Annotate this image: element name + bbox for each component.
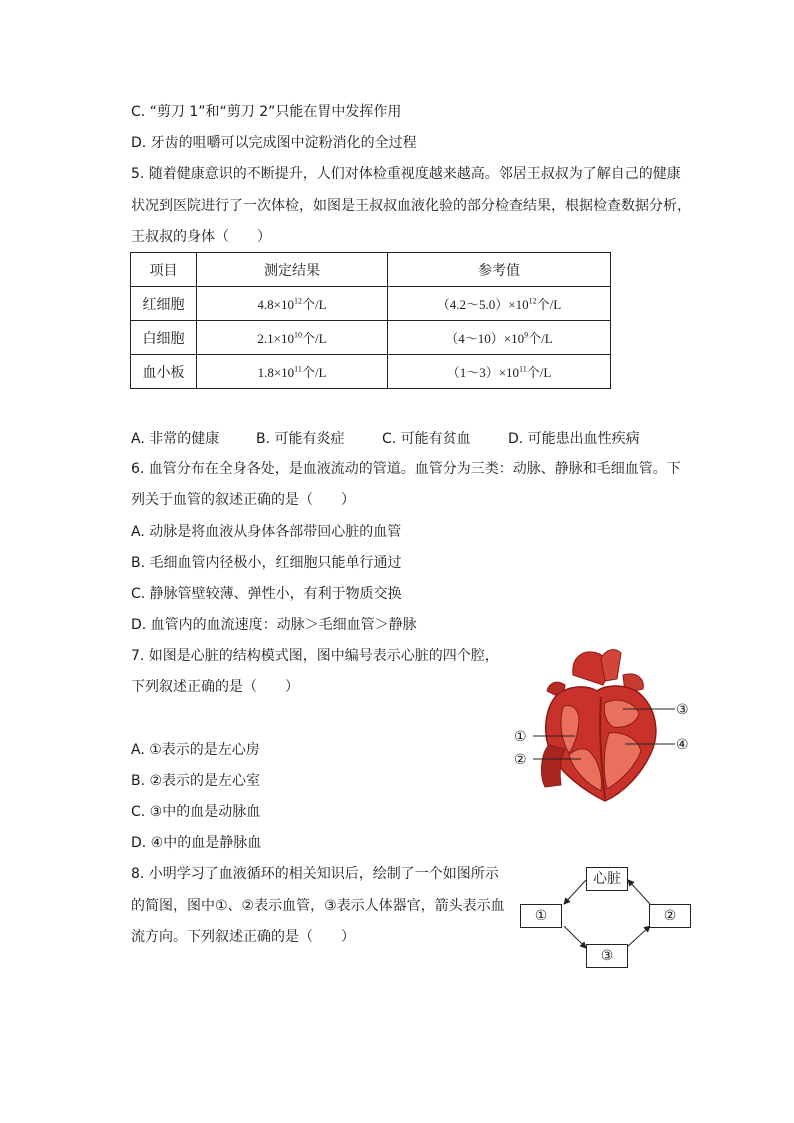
q8-stem-line2: 的简图，图中①、②表示血管，③表示人体器官，箭头表示血 (131, 898, 505, 914)
table-header-item: 项目 (131, 253, 197, 287)
diagram-box-heart: 心脏 (586, 867, 628, 891)
q5-option-c: C. 可能有贫血 (382, 431, 471, 447)
q6-stem-line1: 6. 血管分布在全身各处，是血液流动的管道。血管分为三类：动脉、静脉和毛细血管。下 (131, 461, 681, 477)
arrow-2-to-heart (628, 880, 650, 904)
q5-option-d: D. 可能患出血性疾病 (508, 431, 640, 447)
table-cell-reference: $(1\sim 3)\times 10^{11}$个/L (388, 355, 611, 389)
q5-option-a: A. 非常的健康 (131, 431, 220, 447)
table-cell-item: 红细胞 (131, 287, 197, 321)
table-header-result: 测定结果 (197, 253, 388, 287)
table-row (131, 355, 611, 389)
diagram-box-3: ③ (586, 944, 628, 968)
q5-option-b: B. 可能有炎症 (256, 431, 345, 447)
q5-stem-line2: 状况到医院进行了一次体检，如图是王叔叔血液化验的部分检查结果，根据检查数据分析， (131, 198, 691, 214)
q6-option-c: C. 静脉管壁较薄、弹性小，有利于物质交换 (131, 586, 402, 602)
table-cell-item: 血小板 (131, 355, 197, 389)
q7-stem-line1: 7. 如图是心脏的结构模式图，图中编号表示心脏的四个腔， (131, 648, 499, 664)
table-cell-result: $2.1\times 10^{10}$个/L (197, 321, 388, 355)
arrow-heart-to-1 (564, 880, 586, 904)
q6-stem-line2: 列关于血管的叙述正确的是（ ） (131, 492, 355, 508)
q8-stem-line3: 流方向。下列叙述正确的是（ ） (131, 929, 355, 945)
table-cell-item: 白细胞 (131, 321, 197, 355)
q5-stem-line3: 王叔叔的身体（ ） (131, 229, 271, 245)
diagram-box-2: ② (649, 904, 691, 928)
q4-option-d: D. 牙齿的咀嚼可以完成图中淀粉消化的全过程 (131, 135, 417, 151)
q5-stem-line1: 5. 随着健康意识的不断提升，人们对体检重视度越来越高。邻居王叔叔为了解自己的健康 (131, 166, 681, 182)
heart-label-1: ① (514, 729, 527, 745)
q6-option-a: A. 动脉是将血液从身体各部带回心脏的血管 (131, 524, 402, 540)
q6-option-b: B. 毛细血管内径极小，红细胞只能单行通过 (131, 555, 402, 571)
table-cell-result: $1.8\times 10^{11}$个/L (197, 355, 388, 389)
heart-label-3: ③ (676, 702, 689, 718)
q7-option-b: B. ②表示的是左心室 (131, 773, 261, 789)
q7-stem-line2: 下列叙述正确的是（ ） (131, 679, 299, 695)
q7-option-d: D. ④中的血是静脉血 (131, 835, 262, 851)
arrow-1-to-3 (564, 926, 586, 948)
q5-options (131, 428, 691, 448)
table-row (131, 321, 611, 355)
table-cell-result: $4.8\times 10^{12}$个/L (197, 287, 388, 321)
table-header-reference: 参考值 (388, 253, 611, 287)
q6-option-d: D. 血管内的血流速度：动脉＞毛细血管＞静脉 (131, 617, 417, 633)
table-header-row (131, 253, 611, 287)
q4-option-c: C. “剪刀 1”和“剪刀 2”只能在胃中发挥作用 (131, 104, 402, 120)
table-cell-reference: $(4.2\sim 5.0)\times 10^{12}$个/L (388, 287, 611, 321)
heart-diagram (505, 645, 705, 815)
q7-option-a: A. ①表示的是左心房 (131, 742, 260, 758)
table-row (131, 287, 611, 321)
arrow-3-to-2 (626, 926, 650, 948)
heart-label-2: ② (514, 752, 527, 768)
diagram-box-1: ① (520, 904, 562, 928)
blood-test-table (130, 252, 611, 389)
table-cell-reference: $(4\sim 10)\times 10^9$个/L (388, 321, 611, 355)
heart-label-4: ④ (676, 737, 689, 753)
q7-option-c: C. ③中的血是动脉血 (131, 804, 261, 820)
q8-stem-line1: 8. 小明学习了血液循环的相关知识后，绘制了一个如图所示 (131, 866, 499, 882)
